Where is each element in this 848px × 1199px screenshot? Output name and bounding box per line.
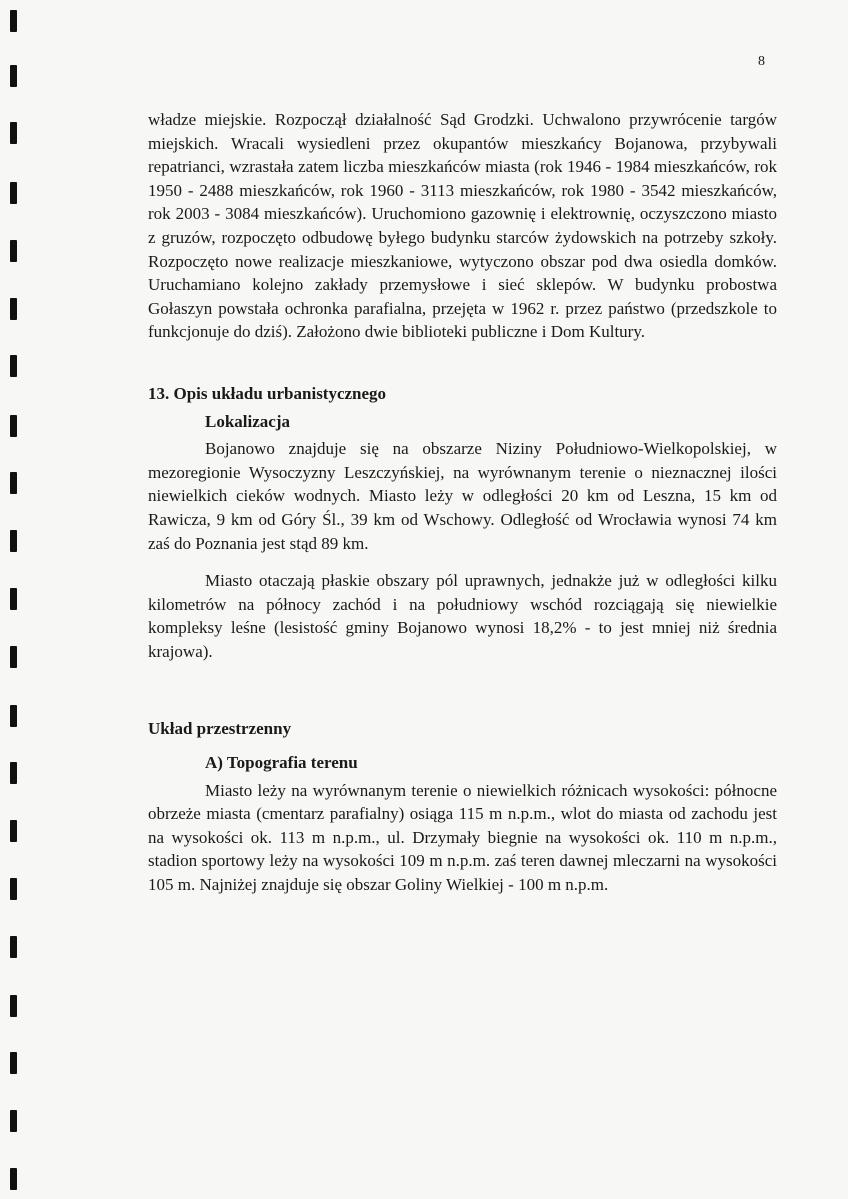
binding-hole	[10, 1110, 17, 1132]
binding-hole	[10, 705, 17, 727]
subheading-location: Lokalizacja	[205, 411, 290, 431]
binding-hole	[10, 65, 17, 87]
paragraph-topography: Miasto leży na wyrównanym terenie o niewielkich różnicach wysokości: północne obrzeże miasta (cmentarz parafialny) osiąga 115 m n.p.m., wlot do miasta od zachodu jest na wysokości ok. 113 m n.p.m., ul. Drzymały biegnie na wysokości ok. 110 m n.p.m., stadion sportowy leży na wysokości 109 m n.p.m. zaś teren dawnej mleczarni na wysokości 105 m. Najniżej znajduje się obszar Goliny Wielkiej - 100 m n.p.m.	[148, 780, 777, 895]
binding-hole	[10, 472, 17, 494]
paragraph-location: Bojanowo znajduje się na obszarze Niziny Południowo-Wielkopolskiej, w mezoregionie Wysoczyzny Leszczyńskiej, na wyrównanym terenie o nieznacznej ilości niewielkich cieków wodnych. Miasto leży w odległości 20 km od Leszna, 15 km od Rawicza, 9 km od Góry Śl., 39 km od Wschowy. Odległość od Wrocławia wynosi 74 km zaś do Poznania jest stąd 89 km.	[148, 439, 777, 553]
paragraph-post-war-history: władze miejskie. Rozpoczął działalność Sąd Grodzki. Uchwalono przywrócenie targów miejskich. Wracali wysiedleni przez okupantów mieszkańcy Bojanowa, przybywali repatrianci, wzrastała zatem liczba mieszkańców miasta (rok 1946 - 1984 mieszkańców, rok 1950 - 2488 mieszkańców, rok 1960 - 3113 mieszkańców, rok 1980 - 3542 mieszkańców, rok 2003 - 3084 mieszkańców). Uruchomiono gazownię i elektrownię, oczyszczono miasto z gruzów, rozpoczęto odbudowę byłego budynku starców żydowskich na potrzeby szkoły. Rozpoczęto nowe realizacje mieszkaniowe, wytyczono obszar pod dwa osiedla domków. Uruchamiano kolejno zakłady przemysłowe i sieć sklepów. W budynku probostwa Gołaszyn powstała ochronka parafialna, przejęta w 1962 r. przez państwo (przedszkole to funkcjonuje do dziś). Założono dwie biblioteki publiczne i Dom Kultury.	[148, 110, 777, 342]
binding-hole	[10, 298, 17, 320]
binding-hole	[10, 122, 17, 144]
binding-hole	[10, 530, 17, 552]
binding-hole	[10, 415, 17, 437]
binding-hole	[10, 995, 17, 1017]
binding-hole	[10, 936, 17, 958]
paragraph-surroundings: Miasto otaczają płaskie obszary pól uprawnych, jednakże już w odległości kilku kilometrów na północy zachód i na południowy wschód rozciągają się niewielkie kompleksy leśne (lesistość gminy Bojanowo wynosi 18,2% - to jest mniej niż średnia krajowa).	[148, 571, 777, 661]
subheading-topography: A) Topografia terenu	[205, 753, 358, 773]
binding-holes	[0, 0, 40, 1199]
binding-hole	[10, 182, 17, 204]
section-heading-spatial-layout: Układ przestrzenny	[148, 719, 292, 739]
binding-hole	[10, 588, 17, 610]
section-heading-urban-layout: 13. Opis układu urbanistycznego	[148, 383, 387, 403]
binding-hole	[10, 1052, 17, 1074]
binding-hole	[10, 878, 17, 900]
binding-hole	[10, 240, 17, 262]
binding-hole	[10, 820, 17, 842]
page-content	[148, 108, 777, 897]
binding-hole	[10, 355, 17, 377]
page-number: 8	[758, 54, 765, 69]
binding-hole	[10, 10, 17, 32]
binding-hole	[10, 646, 17, 668]
binding-hole	[10, 762, 17, 784]
binding-hole	[10, 1168, 17, 1190]
